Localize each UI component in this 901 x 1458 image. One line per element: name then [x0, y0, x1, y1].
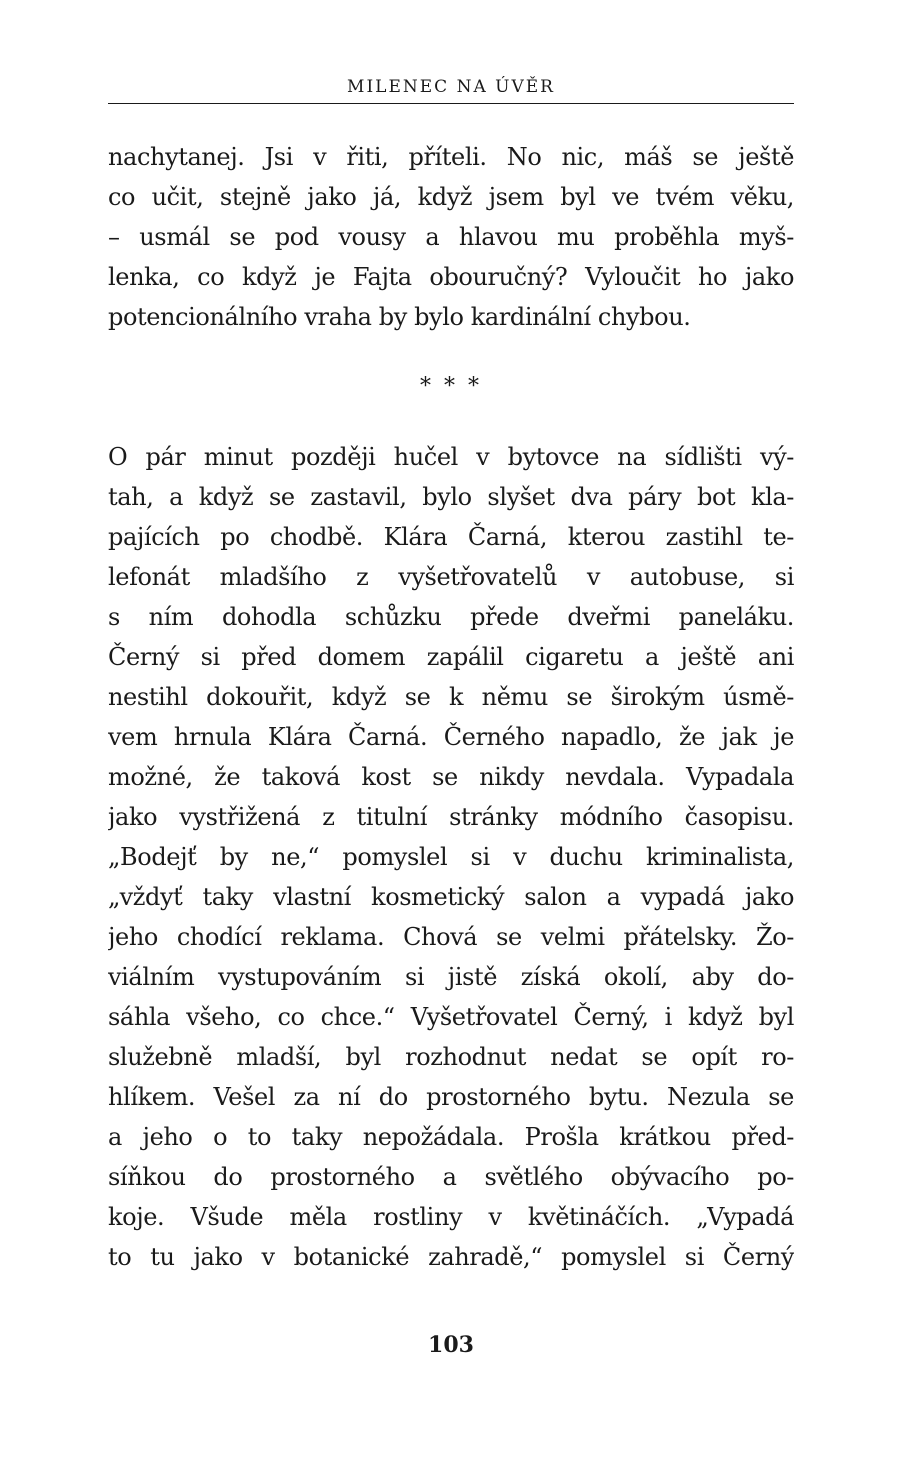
text-line: nestihl dokouřit, když se k němu se širokým úsmě-	[108, 683, 794, 711]
text-line: sáhla všeho, co chce.“ Vyšetřovatel Černý, i když byl	[108, 1003, 794, 1031]
text-line: a jeho o to taky nepožádala. Prošla krátkou před-	[108, 1123, 794, 1151]
text-line: hlíkem. Vešel za ní do prostorného bytu. Nezula se	[108, 1083, 794, 1111]
text-line: to tu jako v botanické zahradě,“ pomyslel si Černý	[108, 1243, 794, 1271]
text-line: koje. Všude měla rostliny v květináčích. „Vypadá	[108, 1203, 794, 1231]
text-line: s ním dohodla schůzku přede dveřmi paneláku.	[108, 603, 794, 631]
text-line: síňkou do prostorného a světlého obývacího po-	[108, 1163, 794, 1191]
header-rule	[108, 103, 794, 104]
paragraph-2	[108, 437, 794, 1277]
text-line: viálním vystupováním si jistě získá okolí, aby do-	[108, 963, 794, 991]
text-line: potencionálního vraha by bylo kardinální chybou.	[108, 303, 691, 331]
text-line: „Bodejť by ne,“ pomyslel si v duchu kriminalista,	[108, 843, 794, 871]
text-line: co učit, stejně jako já, když jsem byl ve tvém věku,	[108, 183, 794, 211]
page-number: 103	[428, 1332, 474, 1358]
text-line: lenka, co když je Fajta obouručný? Vyloučit ho jako	[108, 263, 794, 291]
text-line: lefonát mladšího z vyšetřovatelů v autobuse, si	[108, 563, 794, 591]
text-line: vem hrnula Klára Čarná. Černého napadlo, že jak je	[108, 723, 794, 751]
text-line: „vždyť taky vlastní kosmetický salon a vypadá jako	[108, 883, 794, 911]
text-line: O pár minut později hučel v bytovce na sídlišti vý-	[108, 443, 794, 471]
text-line: nachytanej. Jsi v řiti, příteli. No nic, máš se ještě	[108, 143, 794, 171]
text-line: jeho chodící reklama. Chová se velmi přátelsky. Žo-	[108, 923, 794, 951]
text-line: možné, že taková kost se nikdy nevdala. Vypadala	[108, 763, 794, 791]
paragraph-1	[108, 137, 794, 337]
text-line: jako vystřižená z titulní stránky módního časopisu.	[108, 803, 794, 831]
running-head-title: MILENEC NA ÚVĚR	[347, 77, 555, 97]
text-line: tah, a když se zastavil, bylo slyšet dva páry bot kla-	[108, 483, 794, 511]
text-line: – usmál se pod vousy a hlavou mu proběhla myš-	[108, 223, 794, 251]
text-line: služebně mladší, byl rozhodnut nedat se opít ro-	[108, 1043, 794, 1071]
section-break: * * *	[420, 374, 482, 399]
text-line: pajících po chodbě. Klára Čarná, kterou zastihl te-	[108, 523, 794, 551]
text-line: Černý si před domem zapálil cigaretu a ještě ani	[108, 643, 794, 671]
